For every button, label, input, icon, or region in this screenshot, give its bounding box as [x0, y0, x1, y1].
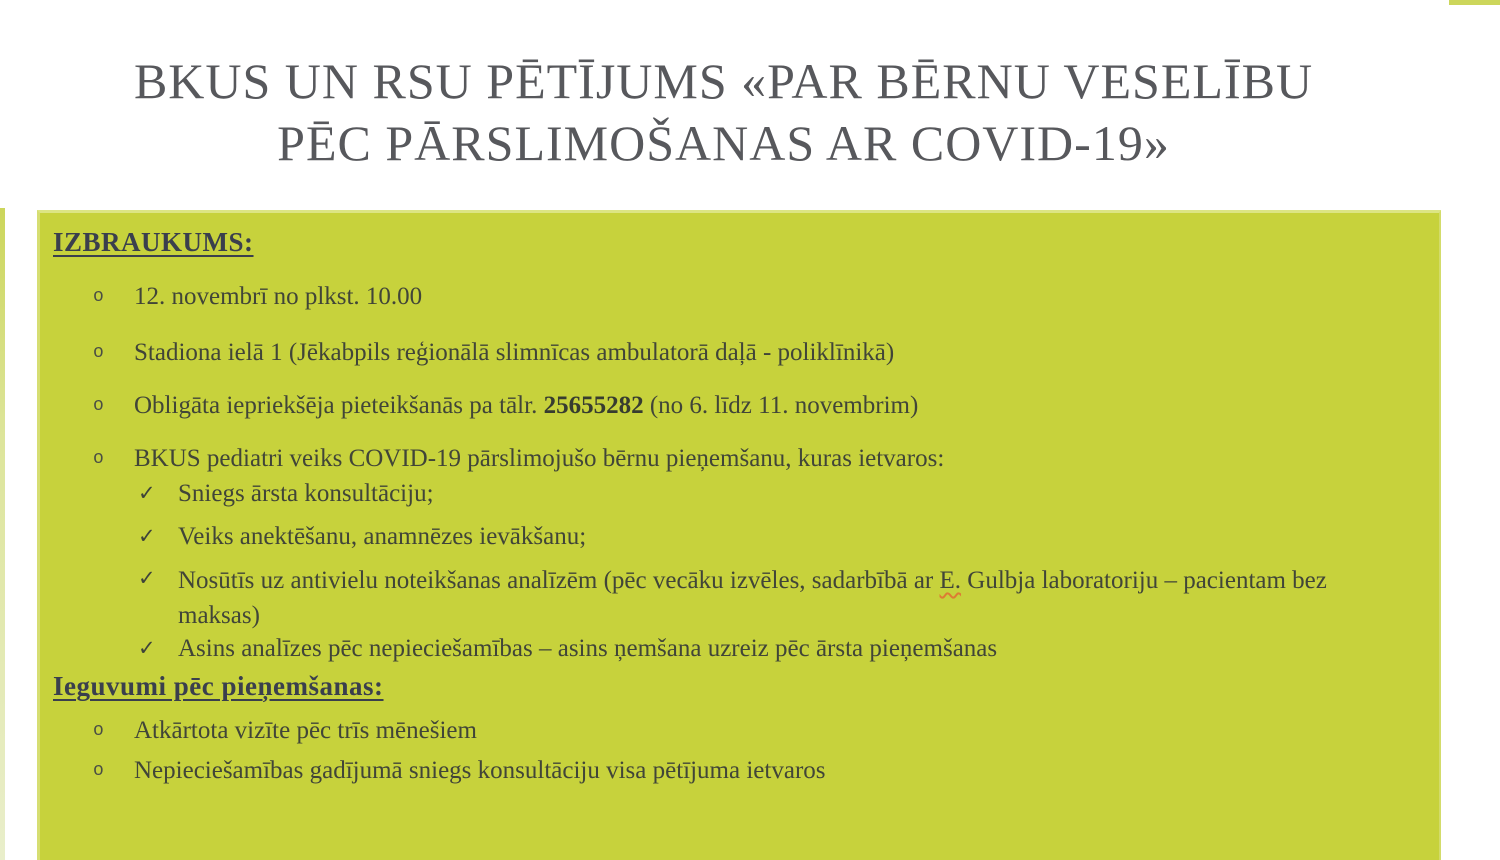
check-list-item-text: Sniegs ārsta konsultāciju; — [178, 480, 434, 507]
checkmark-icon: ✓ — [138, 481, 156, 505]
check-list-item — [138, 478, 434, 510]
circle-bullet-marker: o — [93, 761, 104, 781]
check-list-item-text-post: Gulbja laboratoriju – pacientam bez maksas) — [178, 567, 1327, 629]
list-item-text-post: (no 6. līdz 11. novembrim) — [643, 392, 919, 419]
list-item — [93, 337, 894, 369]
list-item-text: BKUS pediatri veiks COVID-19 pārslimojušo bērnu pieņemšanu, kuras ietvaros: — [134, 445, 945, 472]
check-list-item-text-pre: Nosūtīs uz antivielu noteikšanas analīzēm (pēc vecāku izvēles, sadarbībā ar — [178, 567, 940, 594]
check-list-item — [138, 563, 1368, 633]
check-list-item — [138, 521, 586, 553]
content-box — [37, 210, 1441, 860]
checkmark-icon: ✓ — [138, 524, 156, 548]
circle-bullet-marker: o — [93, 449, 104, 469]
page-title-line2: PĒC PĀRSLIMOŠANAS AR COVID-19» — [277, 115, 1170, 171]
circle-bullet-marker: o — [93, 396, 104, 416]
page-title-line1: BKUS UN RSU PĒTĪJUMS «PAR BĒRNU VESELĪBU — [133, 53, 1314, 109]
list-item-text — [134, 390, 918, 422]
spellcheck-flagged-word: E. — [939, 567, 962, 594]
list-item — [93, 755, 826, 787]
check-list-item-text — [178, 563, 1368, 633]
left-accent-strip — [0, 208, 5, 860]
section-heading-ieguvumi: Ieguvumi pēc pieņemšanas: — [53, 671, 384, 701]
check-list-item — [138, 633, 997, 665]
list-item-text: Atkārtota vizīte pēc trīs mēnešiem — [134, 717, 477, 744]
section-heading-izbraukums: IZBRAUKUMS: — [53, 227, 254, 257]
checkmark-icon: ✓ — [138, 566, 156, 590]
checkmark-icon: ✓ — [138, 636, 156, 660]
list-item-text: Nepieciešamības gadījumā sniegs konsultāciju visa pētījuma ietvaros — [134, 757, 826, 784]
list-item — [93, 443, 944, 475]
circle-bullet-marker: o — [93, 721, 104, 741]
top-right-accent-bar — [1449, 0, 1500, 5]
list-item — [93, 281, 422, 313]
check-list-item-text: Asins analīzes pēc nepieciešamības – asins ņemšana uzreiz pēc ārsta pieņemšanas — [178, 635, 998, 662]
list-item-text: 12. novembrī no plkst. 10.00 — [134, 283, 423, 310]
circle-bullet-marker: o — [93, 343, 104, 363]
circle-bullet-marker: o — [93, 287, 104, 307]
list-item — [93, 390, 918, 422]
list-item-text: Stadiona ielā 1 (Jēkabpils reģionālā slimnīcas ambulatorā daļā - poliklīnikā) — [134, 339, 895, 366]
list-item — [93, 715, 477, 747]
list-item-text-pre: Obligāta iepriekšēja pieteikšanās pa tālr. — [134, 392, 544, 419]
check-list-item-text: Veiks anektēšanu, anamnēzes ievākšanu; — [178, 523, 587, 550]
page-title — [0, 50, 1447, 174]
phone-number: 25655282 — [543, 392, 644, 419]
